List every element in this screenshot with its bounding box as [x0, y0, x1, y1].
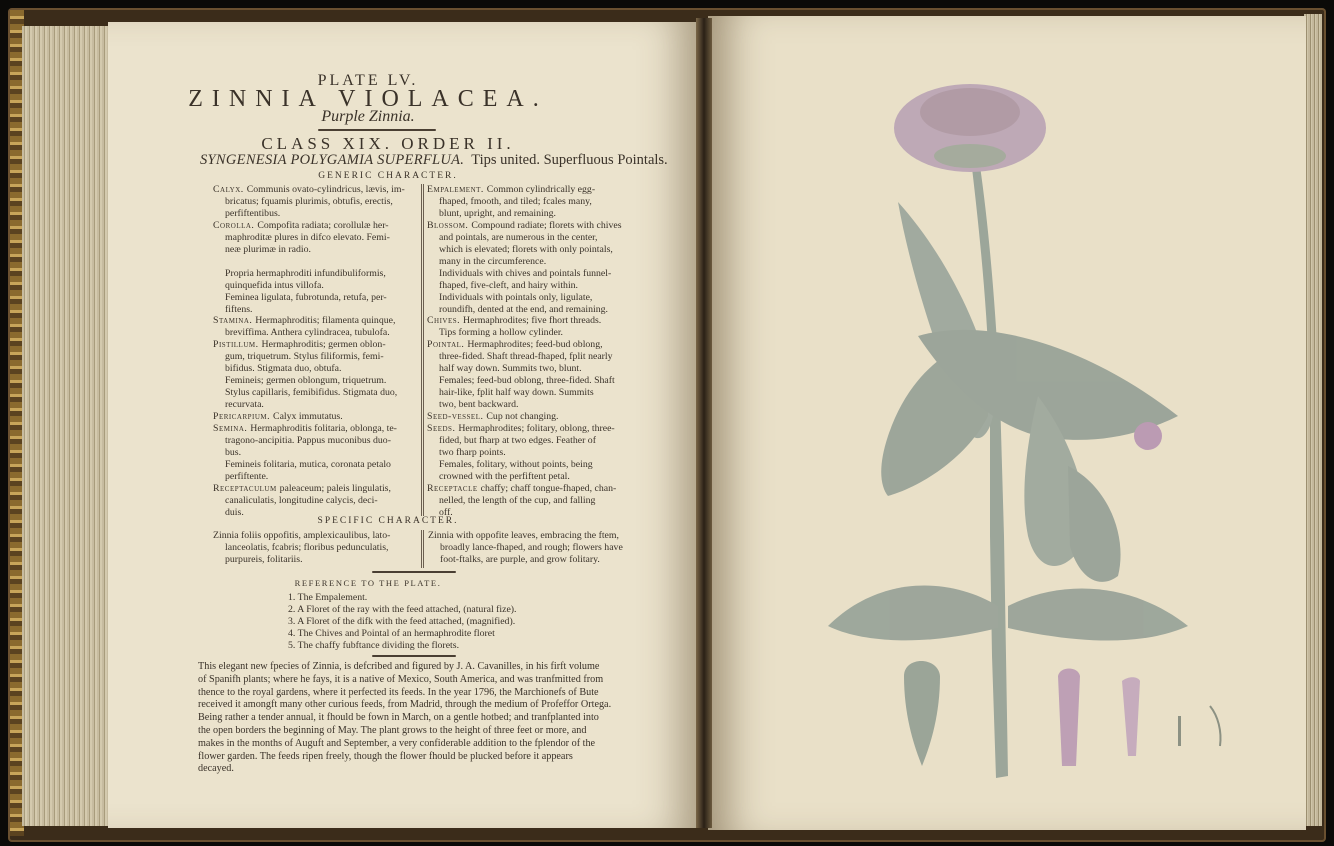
generic-latin-column — [213, 184, 418, 519]
column-divider — [421, 530, 422, 568]
text-line — [427, 447, 632, 459]
text-line: foot-ftalks, are purple, and grow folitary. — [440, 553, 600, 565]
line-text: gum, triquetrum. Stylus filiformis, femi- — [225, 351, 384, 363]
text-line — [427, 339, 632, 351]
text-line — [213, 423, 418, 435]
section-term: Pointal. — [427, 339, 468, 351]
line-text: quinquefida intus villofa. — [225, 279, 324, 291]
line-text: blunt, upright, and remaining. — [439, 207, 556, 219]
section-term: Pistillum. — [213, 339, 262, 351]
column-divider — [423, 184, 424, 516]
text-line — [427, 471, 632, 483]
line-text: Cup not changing. — [486, 411, 559, 423]
text-line — [427, 363, 632, 375]
plate-number: PLATE LV. — [317, 72, 419, 89]
line-text: Femineis folitaria, mutica, coronata petalo — [225, 458, 391, 470]
line-text: Tips forming a hollow cylinder. — [439, 327, 564, 339]
section-term: Chives. — [427, 315, 464, 327]
line-text: fided, but fharp at two edges. Feather of — [439, 435, 596, 447]
title-divider — [318, 129, 436, 131]
section-divider — [372, 655, 456, 657]
section-term: Blossom. — [427, 219, 472, 231]
reference-heading: REFERENCE TO THE PLATE. — [294, 578, 442, 588]
line-text: tragono-ancipitia. Pappus muconibus duo- — [225, 435, 391, 447]
line-text: breviffima. Anthera cylindracea, tubulofa. — [225, 327, 390, 339]
line-text: fhaped, five-cleft, and hairy within. — [439, 279, 579, 291]
text-line — [213, 232, 418, 244]
line-text: fhaped, fmooth, and tiled; fcales many, — [439, 195, 592, 207]
line-text: Propria hermaphroditi infundibuliformis, — [225, 267, 386, 279]
reference-item: 1. The Empalement. — [288, 592, 368, 603]
line-text: bifidus. Stigmata duo, obtufa. — [225, 363, 342, 375]
leaf — [1068, 466, 1121, 582]
text-line — [213, 399, 418, 411]
flower-bud — [1134, 422, 1162, 450]
text-line — [213, 375, 418, 387]
line-text: Compofita radiata; corollulæ her- — [257, 219, 389, 231]
description-line: thence to the royal gardens, where it perfected its feeds. In the year 1796, the Marchionefs of Bute — [198, 686, 599, 698]
description-line: flower garden. The feeds ripen freely, though the flower fhould be plucked before it appears — [198, 750, 573, 762]
text-line — [427, 208, 632, 220]
text-line — [213, 208, 418, 220]
description-line: This elegant new fpecies of Zinnia, is defcribed and figured by J. A. Cavanilles, in his firft volume — [198, 661, 600, 672]
description-line: Being rather a tender annual, it fhould be fown in March, on a gentle hotbed; and tranfplanted into — [198, 712, 599, 724]
text-line — [427, 423, 632, 435]
text-line — [213, 315, 418, 327]
description-line: makes in the months of Auguft and September, a very confiderable addition to the fplendor of the — [198, 737, 596, 749]
text-line — [427, 387, 632, 399]
section-term: Seed-vessel. — [427, 411, 487, 423]
line-text: canaliculatis, longitudine calycis, deci- — [225, 494, 378, 506]
text-line — [213, 459, 418, 471]
text-line — [427, 184, 632, 196]
zinnia-illustration — [708, 16, 1306, 830]
text-line — [427, 280, 632, 292]
section-term: Pericarpium. — [213, 411, 274, 423]
leaf — [828, 586, 998, 641]
line-text: Hermaphrodites; five fhort threads. — [463, 315, 602, 327]
detail-chives-pointal — [1178, 716, 1181, 746]
text-line — [427, 375, 632, 387]
text-line — [213, 304, 418, 316]
text-line — [213, 184, 418, 196]
specific-english-column — [428, 530, 633, 566]
line-text: bus. — [225, 446, 242, 458]
description-line: the open borders the beginning of May. The plant grows to the height of three feet or more, and — [198, 724, 587, 736]
line-text: Individuals with pointals only, ligulate, — [439, 291, 593, 303]
line-text: Femineis; germen oblongum, triquetrum. — [225, 375, 387, 387]
text-line — [213, 327, 418, 339]
line-text: nelled, the length of the cup, and falling — [439, 494, 596, 506]
line-text: three-fided. Shaft thread-fhaped, fplit nearly — [439, 351, 613, 363]
text-line — [213, 447, 418, 459]
line-text: crowned with the perfiftent petal. — [439, 470, 570, 482]
description-line: of Spanifh plants; where he fays, it is a native of Mexico, South America, and was tranfmitted from — [198, 673, 604, 685]
text-line — [213, 363, 418, 375]
line-text: Common cylindrically egg- — [486, 184, 596, 195]
line-text: bricatus; fquamis plurimis, obtufis, erectis, — [225, 195, 393, 207]
text-line: Zinnia foliis oppofitis, amplexicaulibus, lato- — [213, 530, 391, 541]
line-text: Hermaphrodites; feed-bud oblong, — [467, 339, 603, 351]
text-line — [427, 292, 632, 304]
text-line — [427, 220, 632, 232]
section-term: Empalement. — [427, 184, 487, 195]
line-text: and pointals, are numerous in the center, — [439, 231, 598, 243]
line-text: Compound radiate; florets with chives — [471, 219, 622, 231]
text-line — [213, 339, 418, 351]
column-divider — [423, 530, 424, 568]
line-text: Females, folitary, without points, being — [439, 458, 593, 470]
line-text: paleaceum; paleis lingulatis, — [279, 482, 391, 494]
classification-latin: SYNGENESIA POLYGAMIA SUPERFLUA. — [200, 152, 465, 168]
text-line: purpureis, folitariis. — [225, 553, 303, 565]
detail-ray-floret — [1058, 669, 1080, 767]
text-line — [427, 483, 632, 495]
stem — [972, 166, 1008, 778]
text-line — [213, 268, 418, 280]
line-text: two fharp points. — [439, 446, 506, 458]
line-text: Individuals with chives and pointals funnel- — [439, 267, 612, 279]
text-line — [427, 411, 632, 423]
text-line — [213, 495, 418, 507]
line-text: perfiftente. — [225, 470, 269, 482]
line-text: roundifh, dented at the end, and remaining. — [439, 303, 608, 315]
section-term: Calyx. — [213, 184, 247, 195]
classification-english: Tips united. Superfluous Pointals. — [471, 152, 668, 168]
generic-english-column — [427, 184, 632, 519]
text-line — [427, 351, 632, 363]
page-edges-right — [1304, 14, 1322, 826]
species-title: ZINNIA VIOLACEA. — [188, 86, 548, 112]
flower-calyx — [934, 144, 1006, 168]
text-line — [427, 232, 632, 244]
reference-item: 5. The chaffy fubftance dividing the florets. — [288, 640, 460, 651]
text-line: lanceolatis, fcabris; floribus pedunculatis, — [225, 541, 389, 553]
line-text: which is elevated; florets with only pointals, — [439, 243, 613, 255]
text-line — [427, 435, 632, 447]
section-term: Corolla. — [213, 219, 258, 231]
text-line — [213, 220, 418, 232]
line-text: Hermaphroditis folitaria, oblonga, te- — [250, 423, 397, 435]
text-line — [213, 280, 418, 292]
line-text: neæ plurimæ in radio. — [225, 243, 311, 255]
section-term: Receptaculum — [213, 482, 280, 494]
text-line — [213, 411, 418, 423]
leaf — [1008, 589, 1188, 641]
detail-chaff — [1210, 706, 1221, 746]
text-line — [427, 315, 632, 327]
line-text: Hermaphroditis; germen oblon- — [261, 339, 386, 351]
text-line: broadly lance-fhaped, and rough; flowers have — [440, 541, 623, 553]
line-text: Calyx immutatus. — [273, 411, 343, 423]
classification-line — [200, 152, 668, 169]
class-order-line: CLASS XIX. ORDER II. — [261, 134, 515, 153]
section-term: Receptacle — [427, 482, 481, 494]
text-line — [427, 399, 632, 411]
common-name: Purple Zinnia. — [321, 108, 415, 125]
reference-list — [288, 592, 517, 652]
line-text: Hermaphroditis; filamenta quinque, — [255, 315, 396, 327]
line-text — [225, 256, 227, 267]
line-text: Stylus capillaris, femibifidus. Stigmata duo, — [225, 387, 398, 399]
reference-item: 2. A Floret of the ray with the feed attached, (natural fize). — [288, 604, 517, 615]
text-line — [213, 256, 418, 268]
text-line — [427, 244, 632, 256]
text-line — [427, 268, 632, 280]
specific-latin-column — [213, 530, 418, 566]
text-line — [427, 495, 632, 507]
text-line — [427, 304, 632, 316]
line-text: many in the circumference. — [439, 255, 547, 267]
text-line — [213, 387, 418, 399]
section-term: Stamina. — [213, 315, 256, 327]
specific-heading: SPECIFIC CHARACTER. — [317, 516, 459, 526]
text-line — [213, 196, 418, 208]
line-text: two, bent backward. — [439, 399, 519, 411]
line-text: Feminea ligulata, fubrotunda, retufa, per- — [225, 291, 387, 303]
line-text: maphroditæ plures in difco elevato. Femi- — [225, 231, 390, 243]
description-line: received it amongft many other curious feeds, from Madrid, through the medium of Profeffor Ortega. — [198, 699, 612, 711]
generic-heading: GENERIC CHARACTER. — [318, 171, 458, 181]
text-line — [213, 292, 418, 304]
detail-disk-floret — [1122, 677, 1140, 756]
page-edges-left — [22, 26, 112, 826]
text-line — [427, 327, 632, 339]
detail-empalement — [904, 661, 940, 766]
text-line — [213, 471, 418, 483]
line-text: half way down. Summits two, blunt. — [439, 363, 582, 375]
line-text: off. — [439, 506, 453, 518]
text-line — [213, 244, 418, 256]
description-line: decayed. — [198, 763, 234, 775]
reference-item: 3. A Floret of the difk with the feed attached, (magnified). — [288, 616, 516, 627]
line-text: recurvata. — [225, 399, 264, 411]
section-term: Semina. — [213, 423, 251, 435]
column-divider — [421, 184, 422, 516]
line-text: Communis ovato-cylindricus, lævis, im- — [246, 184, 405, 195]
line-text: perfiftentibus. — [225, 207, 281, 219]
line-text: duis. — [225, 506, 244, 518]
line-text: Females; feed-bud oblong, three-fided. Shaft — [439, 375, 615, 387]
line-text: hair-like, fplit half way down. Summits — [439, 387, 594, 399]
text-line — [427, 256, 632, 268]
line-text: chaffy; chaff tongue-fhaped, chan- — [480, 482, 617, 494]
flower-center — [920, 88, 1020, 136]
line-text: Hermaphrodites; folitary, oblong, three- — [458, 423, 615, 435]
section-term: Seeds. — [427, 423, 459, 435]
text-line — [213, 483, 418, 495]
text-line — [427, 196, 632, 208]
reference-item: 4. The Chives and Pointal of an hermaphrodite floret — [288, 628, 495, 639]
section-divider — [372, 571, 456, 573]
line-text: fiftens. — [225, 303, 253, 315]
text-line — [213, 435, 418, 447]
text-line — [213, 351, 418, 363]
text-line — [427, 459, 632, 471]
description-paragraph — [198, 661, 630, 776]
text-line: Zinnia with oppofite leaves, embracing the ftem, — [428, 530, 619, 541]
